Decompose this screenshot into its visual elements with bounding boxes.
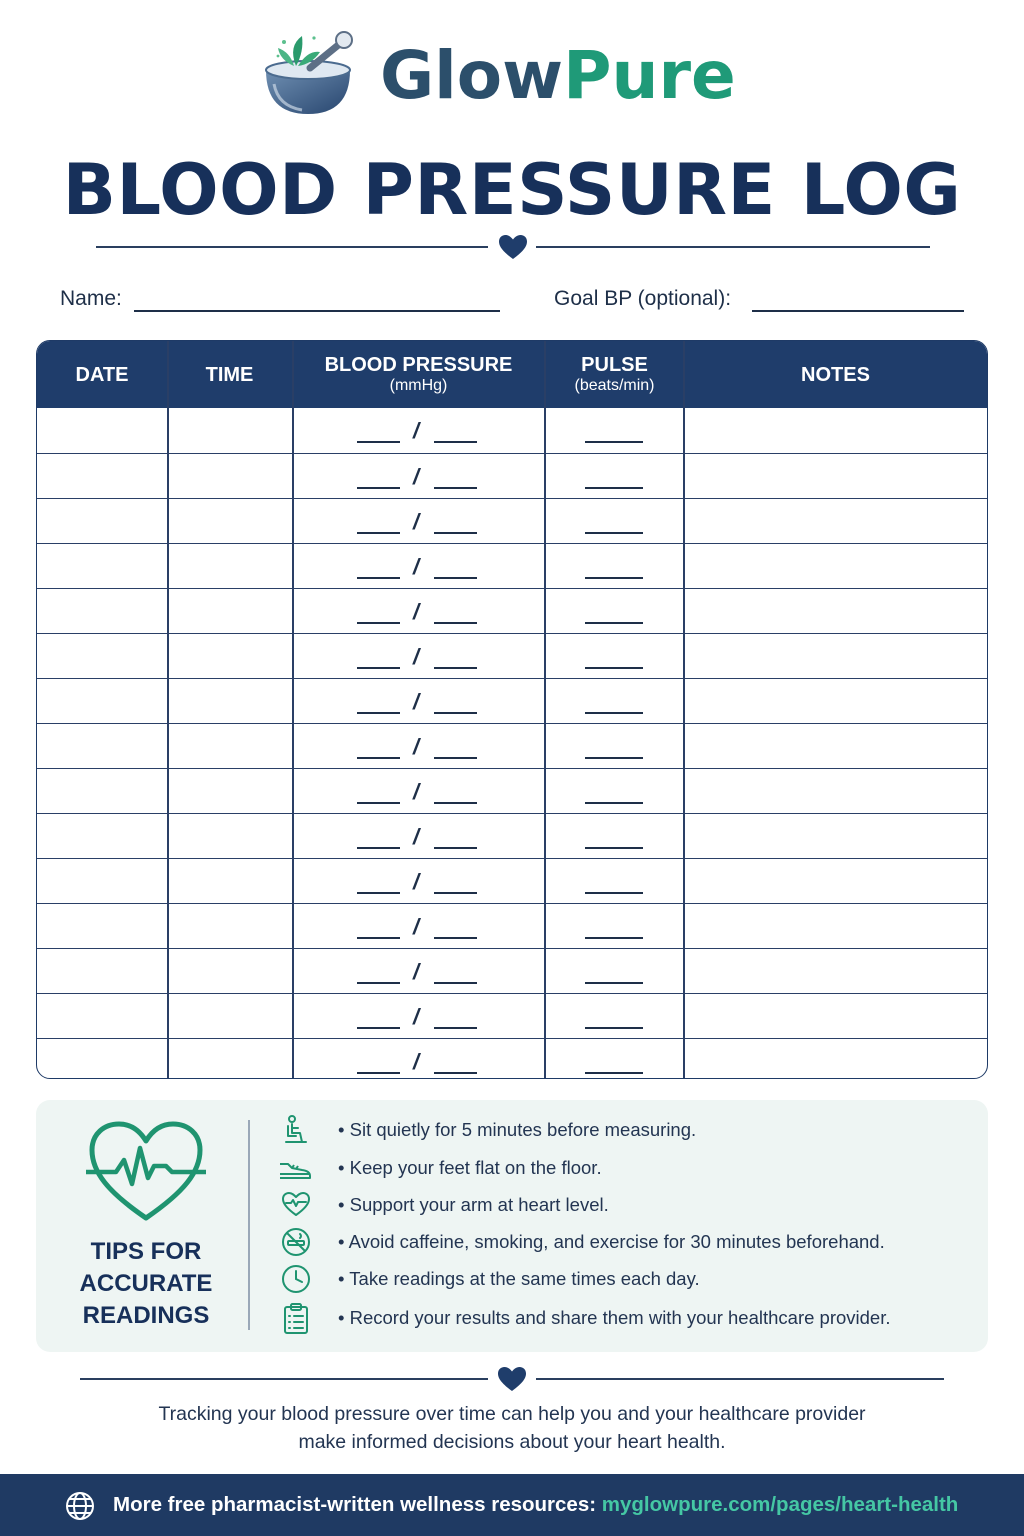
diastolic-blank[interactable] <box>434 532 477 534</box>
bp-entry-blank[interactable] <box>357 916 477 940</box>
bp-entry-blank[interactable] <box>357 1051 477 1075</box>
header-notes <box>684 341 987 408</box>
table-row <box>37 543 987 588</box>
bp-entry-blank[interactable] <box>357 871 477 895</box>
bp-separator: / <box>413 959 420 984</box>
tips-title-line: ACCURATE <box>79 1270 213 1297</box>
table-row <box>37 993 987 1038</box>
bp-entry-blank[interactable] <box>357 601 477 625</box>
bp-separator: / <box>413 464 420 489</box>
diastolic-blank[interactable] <box>434 577 477 579</box>
header-time-label: TIME <box>205 363 254 386</box>
clipboard-icon <box>280 1302 312 1334</box>
systolic-blank[interactable] <box>357 937 400 939</box>
globe-icon <box>64 1490 96 1522</box>
seated-person-icon <box>280 1114 312 1146</box>
systolic-blank[interactable] <box>357 847 400 849</box>
bp-separator: / <box>413 869 420 894</box>
pulse-blank[interactable] <box>585 982 643 984</box>
systolic-blank[interactable] <box>357 667 400 669</box>
bp-separator: / <box>413 599 420 624</box>
tip-text: • Avoid caffeine, smoking, and exercise for 30 minutes beforehand. <box>338 1231 885 1252</box>
bp-separator: / <box>413 824 420 849</box>
tips-title-line: TIPS FOR <box>90 1238 202 1265</box>
header-pulse-label: PULSE <box>581 353 648 376</box>
table-row <box>37 678 987 723</box>
closing-divider <box>80 1366 944 1392</box>
closing-line: Tracking your blood pressure over time can help you and your healthcare provider <box>158 1403 866 1425</box>
tip-item <box>280 1114 980 1146</box>
bp-separator: / <box>413 779 420 804</box>
title-divider <box>96 234 930 260</box>
tip-item <box>280 1302 980 1334</box>
header-time <box>167 341 292 408</box>
table-header <box>37 341 987 408</box>
table-row <box>37 588 987 633</box>
diastolic-blank[interactable] <box>434 712 477 714</box>
tip-item <box>280 1152 980 1184</box>
bp-entry-blank[interactable] <box>357 420 477 444</box>
diastolic-blank[interactable] <box>434 982 477 984</box>
bp-separator: / <box>413 1049 420 1074</box>
header-notes-label: NOTES <box>801 363 870 386</box>
footer-bar <box>0 1474 1024 1536</box>
tip-item <box>280 1189 980 1221</box>
footer-link[interactable]: myglowpure.com/pages/heart-health <box>601 1493 959 1516</box>
bp-entry-blank[interactable] <box>357 646 477 670</box>
diastolic-blank[interactable] <box>434 487 477 489</box>
header-pulse <box>545 341 684 408</box>
pulse-blank[interactable] <box>585 1027 643 1029</box>
heart-pulse-icon <box>86 1120 206 1224</box>
tip-item <box>280 1226 980 1258</box>
systolic-blank[interactable] <box>357 1027 400 1029</box>
brand-name <box>380 38 736 114</box>
table-row <box>37 408 987 453</box>
bp-separator: / <box>413 554 420 579</box>
pulse-blank[interactable] <box>585 667 643 669</box>
bp-entry-blank[interactable] <box>357 691 477 715</box>
footer-text <box>113 1492 958 1518</box>
systolic-blank[interactable] <box>357 441 400 443</box>
tips-separator <box>248 1120 250 1330</box>
name-label: Name: <box>60 287 122 310</box>
diastolic-blank[interactable] <box>434 1072 477 1074</box>
column-divider <box>167 341 169 1078</box>
bp-entry-blank[interactable] <box>357 961 477 985</box>
bp-separator: / <box>413 914 420 939</box>
table-row <box>37 813 987 858</box>
tips-title <box>56 1236 236 1332</box>
header-pulse-unit: (beats/min) <box>574 376 655 394</box>
shoe-icon <box>280 1152 312 1184</box>
tip-text: • Take readings at the same times each day. <box>338 1268 700 1289</box>
bp-separator: / <box>413 1004 420 1029</box>
clock-icon <box>280 1263 312 1295</box>
pulse-blank[interactable] <box>585 757 643 759</box>
name-field[interactable] <box>60 284 122 314</box>
no-smoking-icon <box>280 1226 312 1258</box>
column-divider <box>292 341 294 1078</box>
table-row <box>37 498 987 543</box>
systolic-blank[interactable] <box>357 577 400 579</box>
table-row <box>37 723 987 768</box>
tip-text: • Support your arm at heart level. <box>338 1194 609 1215</box>
header-date <box>37 341 167 408</box>
table-row <box>37 903 987 948</box>
diastolic-blank[interactable] <box>434 622 477 624</box>
goal-bp-field[interactable] <box>554 284 731 314</box>
goal-bp-line[interactable] <box>752 310 964 312</box>
bp-entry-blank[interactable] <box>357 1006 477 1030</box>
table-row <box>37 768 987 813</box>
diastolic-blank[interactable] <box>434 441 477 443</box>
goal-bp-label: Goal BP (optional): <box>554 287 732 310</box>
tip-text: • Keep your feet flat on the floor. <box>338 1157 602 1178</box>
name-line[interactable] <box>134 310 500 312</box>
diastolic-blank[interactable] <box>434 937 477 939</box>
systolic-blank[interactable] <box>357 532 400 534</box>
table-row <box>37 948 987 993</box>
pulse-blank[interactable] <box>585 487 643 489</box>
systolic-blank[interactable] <box>357 1072 400 1074</box>
table-row <box>37 1038 987 1079</box>
header-bp-label: BLOOD PRESSURE <box>324 353 513 376</box>
table-row <box>37 633 987 678</box>
bp-entry-blank[interactable] <box>357 511 477 535</box>
tip-text: • Sit quietly for 5 minutes before measuring. <box>338 1119 697 1140</box>
pulse-blank[interactable] <box>585 532 643 534</box>
heart-icon <box>498 234 528 260</box>
pulse-blank[interactable] <box>585 892 643 894</box>
header-date-label: DATE <box>75 363 129 386</box>
bp-entry-blank[interactable] <box>357 781 477 805</box>
systolic-blank[interactable] <box>357 622 400 624</box>
heart-icon <box>497 1366 527 1392</box>
pulse-blank[interactable] <box>585 802 643 804</box>
diastolic-blank[interactable] <box>434 892 477 894</box>
pulse-blank[interactable] <box>585 441 643 443</box>
bp-separator: / <box>413 644 420 669</box>
heart-hand-icon <box>280 1189 312 1221</box>
systolic-blank[interactable] <box>357 802 400 804</box>
column-divider <box>683 341 685 1078</box>
pulse-blank[interactable] <box>585 1072 643 1074</box>
log-table <box>36 340 988 1079</box>
bp-entry-blank[interactable] <box>357 736 477 760</box>
brand-header <box>0 24 1024 120</box>
footer-label: More free pharmacist-written wellness resources: <box>113 1493 602 1516</box>
pulse-blank[interactable] <box>585 577 643 579</box>
brand-name-part1: Glow <box>380 37 564 114</box>
bp-entry-blank[interactable] <box>357 826 477 850</box>
diastolic-blank[interactable] <box>434 757 477 759</box>
pulse-blank[interactable] <box>585 622 643 624</box>
bp-separator: / <box>413 734 420 759</box>
closing-line: make informed decisions about your heart health. <box>298 1431 726 1453</box>
mortar-pestle-leaves-icon <box>258 26 358 118</box>
diastolic-blank[interactable] <box>434 802 477 804</box>
bp-entry-blank[interactable] <box>357 556 477 580</box>
diastolic-blank[interactable] <box>434 847 477 849</box>
header-blood-pressure <box>292 341 545 408</box>
tip-text: • Record your results and share them with your healthcare provider. <box>338 1307 891 1328</box>
closing-message <box>0 1400 1024 1456</box>
header-bp-unit: (mmHg) <box>389 376 448 394</box>
pulse-blank[interactable] <box>585 847 643 849</box>
bp-entry-blank[interactable] <box>357 466 477 490</box>
bp-separator: / <box>413 509 420 534</box>
pulse-blank[interactable] <box>585 712 643 714</box>
brand-name-part2: Pure <box>563 37 736 114</box>
systolic-blank[interactable] <box>357 892 400 894</box>
systolic-blank[interactable] <box>357 757 400 759</box>
systolic-blank[interactable] <box>357 982 400 984</box>
bp-separator: / <box>413 418 420 443</box>
tip-item <box>280 1263 980 1295</box>
diastolic-blank[interactable] <box>434 1027 477 1029</box>
page-title: BLOOD PRESSURE LOG <box>62 149 962 231</box>
systolic-blank[interactable] <box>357 487 400 489</box>
diastolic-blank[interactable] <box>434 667 477 669</box>
bp-separator: / <box>413 689 420 714</box>
column-divider <box>544 341 546 1078</box>
pulse-blank[interactable] <box>585 937 643 939</box>
tips-panel <box>36 1100 988 1352</box>
table-row <box>37 858 987 903</box>
systolic-blank[interactable] <box>357 712 400 714</box>
table-row <box>37 453 987 498</box>
tips-title-line: READINGS <box>82 1302 210 1329</box>
